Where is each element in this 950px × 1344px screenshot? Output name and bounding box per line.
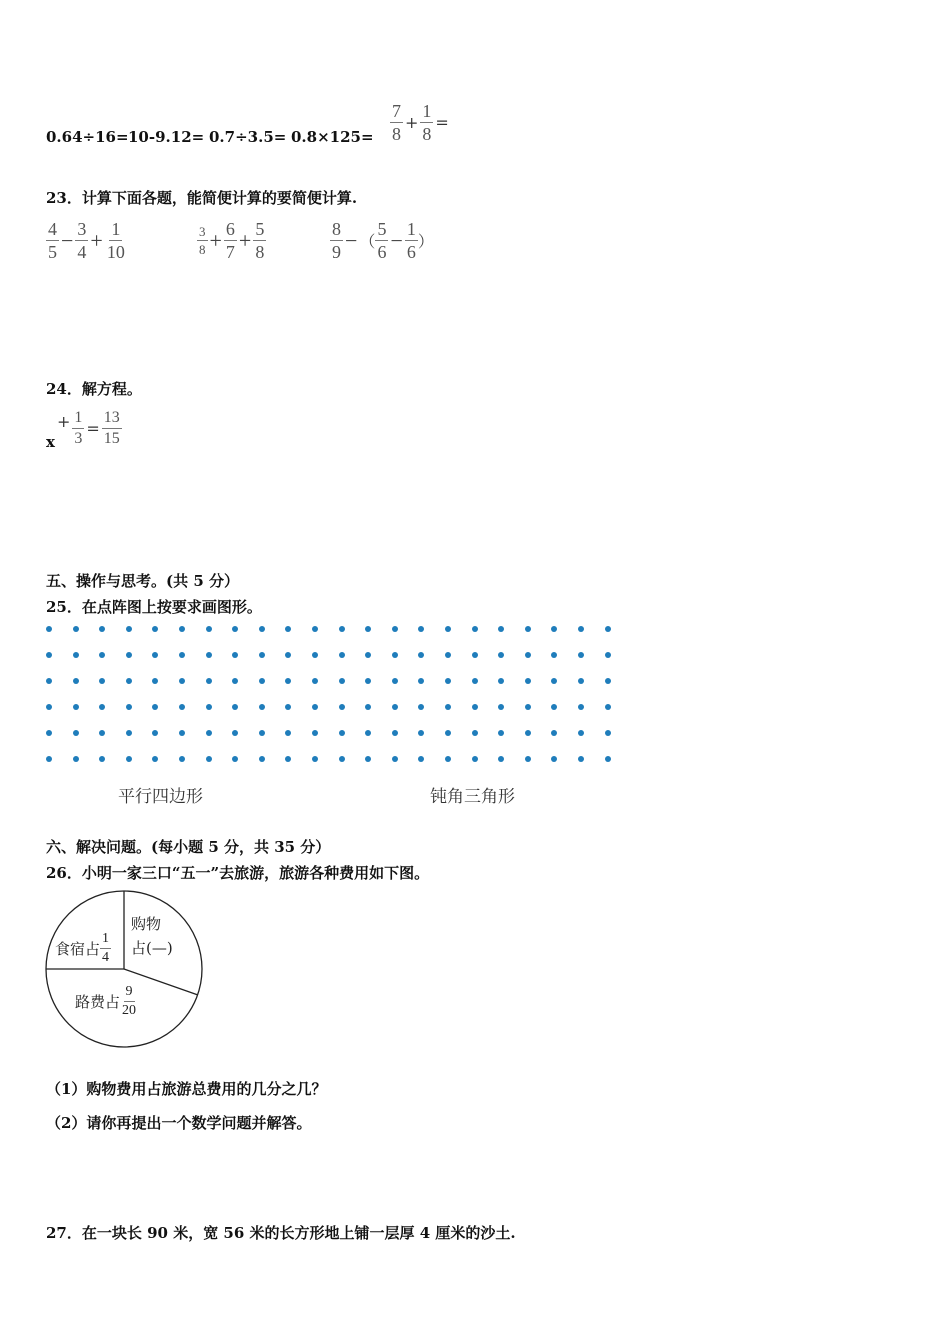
- grid-dot[interactable]: [365, 678, 371, 684]
- grid-dot[interactable]: [206, 678, 212, 684]
- grid-dot[interactable]: [578, 704, 584, 710]
- grid-dot[interactable]: [551, 756, 557, 762]
- grid-dot[interactable]: [179, 678, 185, 684]
- grid-dot[interactable]: [339, 730, 345, 736]
- grid-dot[interactable]: [472, 652, 478, 658]
- grid-dot[interactable]: [498, 652, 504, 658]
- q23-expression-2: $\frac{3}{8}$ + $\frac{6}{7}$ + $\frac{5}{8}$: [199, 219, 265, 262]
- grid-dot[interactable]: [339, 652, 345, 658]
- grid-dot[interactable]: [578, 626, 584, 632]
- grid-dot[interactable]: [206, 652, 212, 658]
- question-23-title: 23．计算下面各题，能简便计算的要简便计算.: [46, 189, 358, 207]
- grid-dot[interactable]: [445, 704, 451, 710]
- grid-dot[interactable]: [73, 756, 79, 762]
- grid-dot[interactable]: [99, 652, 105, 658]
- grid-dot[interactable]: [605, 626, 611, 632]
- grid-dot[interactable]: [312, 678, 318, 684]
- grid-dot[interactable]: [312, 756, 318, 762]
- grid-dot[interactable]: [206, 756, 212, 762]
- grid-dot[interactable]: [418, 652, 424, 658]
- pie-label-shopping-1: 购物: [131, 915, 162, 933]
- grid-dot[interactable]: [46, 730, 52, 736]
- grid-dot[interactable]: [498, 626, 504, 632]
- grid-dot[interactable]: [312, 626, 318, 632]
- grid-dot[interactable]: [73, 730, 79, 736]
- grid-dot[interactable]: [73, 704, 79, 710]
- question-26-title: 26．小明一家三口“五一”去旅游，旅游各种费用如下图。: [46, 864, 430, 882]
- grid-dot[interactable]: [285, 756, 291, 762]
- grid-dot[interactable]: [46, 626, 52, 632]
- grid-dot[interactable]: [525, 652, 531, 658]
- grid-dot[interactable]: [445, 678, 451, 684]
- grid-dot[interactable]: [285, 730, 291, 736]
- grid-dot[interactable]: [551, 678, 557, 684]
- calc-item-3: 0.7÷3.5=: [209, 128, 287, 146]
- grid-dot[interactable]: [126, 704, 132, 710]
- grid-dot[interactable]: [285, 704, 291, 710]
- grid-dot[interactable]: [445, 730, 451, 736]
- grid-dot[interactable]: [525, 678, 531, 684]
- grid-dot[interactable]: [126, 626, 132, 632]
- caption-parallelogram: 平行四边形: [118, 787, 203, 807]
- grid-dot[interactable]: [259, 756, 265, 762]
- grid-dot[interactable]: [418, 756, 424, 762]
- grid-dot[interactable]: [418, 704, 424, 710]
- grid-dot[interactable]: [418, 626, 424, 632]
- grid-dot[interactable]: [179, 730, 185, 736]
- grid-dot[interactable]: [365, 626, 371, 632]
- grid-dot[interactable]: [232, 730, 238, 736]
- grid-dot[interactable]: [73, 678, 79, 684]
- grid-dot[interactable]: [445, 756, 451, 762]
- grid-dot[interactable]: [259, 678, 265, 684]
- grid-dot[interactable]: [312, 652, 318, 658]
- grid-dot[interactable]: [472, 678, 478, 684]
- grid-dot[interactable]: [392, 730, 398, 736]
- grid-dot[interactable]: [472, 626, 478, 632]
- section-6-heading: 六、解决问题。(每小题 5 分，共 35 分）: [46, 838, 331, 856]
- grid-dot[interactable]: [578, 652, 584, 658]
- grid-dot[interactable]: [99, 756, 105, 762]
- grid-dot[interactable]: [46, 652, 52, 658]
- grid-dot[interactable]: [206, 730, 212, 736]
- grid-dot[interactable]: [232, 704, 238, 710]
- grid-dot[interactable]: [418, 678, 424, 684]
- grid-dot[interactable]: [152, 730, 158, 736]
- grid-dot[interactable]: [578, 756, 584, 762]
- question-26-sub-1: （1）购物费用占旅游总费用的几分之几？: [46, 1080, 327, 1098]
- calc-item-fraction: $\frac{7}{8}$ + $\frac{1}{8}$ =: [392, 101, 449, 144]
- grid-dot[interactable]: [312, 730, 318, 736]
- q24-equation: x+ $\frac{1}{3}$ = $\frac{13}{15}$: [46, 409, 120, 451]
- grid-dot[interactable]: [73, 626, 79, 632]
- caption-obtuse-triangle: 钝角三角形: [430, 787, 515, 807]
- grid-dot[interactable]: [232, 756, 238, 762]
- grid-dot[interactable]: [551, 652, 557, 658]
- grid-dot[interactable]: [472, 704, 478, 710]
- fraction: $\frac{7}{8}$: [392, 101, 401, 144]
- grid-dot[interactable]: [365, 756, 371, 762]
- grid-dot[interactable]: [232, 678, 238, 684]
- grid-dot[interactable]: [551, 626, 557, 632]
- grid-dot[interactable]: [365, 652, 371, 658]
- grid-dot[interactable]: [126, 652, 132, 658]
- grid-dot[interactable]: [259, 730, 265, 736]
- section-5-heading: 五、操作与思考。(共 5 分）: [46, 572, 239, 590]
- grid-dot[interactable]: [206, 704, 212, 710]
- grid-dot[interactable]: [339, 756, 345, 762]
- calc-item-2: 10-9.12=: [128, 128, 205, 146]
- grid-dot[interactable]: [152, 652, 158, 658]
- grid-dot[interactable]: [126, 678, 132, 684]
- question-24-title: 24．解方程。: [46, 380, 142, 398]
- grid-dot[interactable]: [232, 652, 238, 658]
- q23-expression-1: $\frac{4}{5}$ − $\frac{3}{4}$ + $\frac{1}{10}$: [48, 219, 125, 262]
- grid-dot[interactable]: [179, 652, 185, 658]
- grid-dot[interactable]: [179, 704, 185, 710]
- grid-dot[interactable]: [498, 678, 504, 684]
- grid-dot[interactable]: [46, 756, 52, 762]
- grid-dot[interactable]: [605, 678, 611, 684]
- grid-dot[interactable]: [551, 730, 557, 736]
- grid-dot[interactable]: [525, 730, 531, 736]
- grid-dot[interactable]: [285, 626, 291, 632]
- grid-dot[interactable]: [392, 678, 398, 684]
- grid-dot[interactable]: [339, 626, 345, 632]
- grid-dot[interactable]: [498, 704, 504, 710]
- grid-dot[interactable]: [605, 730, 611, 736]
- grid-dot[interactable]: [259, 704, 265, 710]
- q23-expression-3: $\frac{8}{9}$ − （ $\frac{5}{6}$ − $\frac{1}{6}$ ）: [332, 219, 434, 262]
- grid-dot[interactable]: [525, 704, 531, 710]
- grid-dot[interactable]: [46, 678, 52, 684]
- grid-dot[interactable]: [259, 626, 265, 632]
- expense-pie-chart: [40, 885, 210, 1055]
- grid-dot[interactable]: [312, 704, 318, 710]
- grid-dot[interactable]: [578, 730, 584, 736]
- grid-dot[interactable]: [472, 756, 478, 762]
- grid-dot[interactable]: [525, 626, 531, 632]
- grid-dot[interactable]: [605, 756, 611, 762]
- grid-dot[interactable]: [525, 756, 531, 762]
- pie-label-food: 食宿占 $\frac{1}{4}$: [55, 931, 110, 965]
- grid-dot[interactable]: [259, 652, 265, 658]
- grid-dot[interactable]: [339, 678, 345, 684]
- grid-dot[interactable]: [285, 652, 291, 658]
- grid-dot[interactable]: [392, 756, 398, 762]
- grid-dot[interactable]: [445, 626, 451, 632]
- grid-dot[interactable]: [392, 626, 398, 632]
- grid-dot[interactable]: [605, 652, 611, 658]
- grid-dot[interactable]: [179, 756, 185, 762]
- fraction: $\frac{1}{8}$: [422, 101, 432, 144]
- grid-dot[interactable]: [99, 626, 105, 632]
- grid-dot[interactable]: [46, 704, 52, 710]
- grid-dot[interactable]: [232, 626, 238, 632]
- grid-dot[interactable]: [179, 626, 185, 632]
- grid-dot[interactable]: [99, 704, 105, 710]
- grid-dot[interactable]: [152, 678, 158, 684]
- question-27-title: 27．在一块长 90 米，宽 56 米的长方形地上铺一层厚 4 厘米的沙土.: [46, 1224, 516, 1242]
- grid-dot[interactable]: [99, 678, 105, 684]
- question-26-sub-2: （2）请你再提出一个数学问题并解答。: [46, 1114, 312, 1132]
- calc-item-1: 0.64÷16=: [46, 128, 129, 146]
- grid-dot[interactable]: [126, 730, 132, 736]
- grid-dot[interactable]: [152, 626, 158, 632]
- grid-dot[interactable]: [445, 652, 451, 658]
- grid-dot[interactable]: [418, 730, 424, 736]
- grid-dot[interactable]: [551, 704, 557, 710]
- pie-label-travel: 路费占 $\frac{9}{20}$: [75, 984, 137, 1018]
- grid-dot[interactable]: [365, 730, 371, 736]
- grid-dot[interactable]: [498, 756, 504, 762]
- grid-dot[interactable]: [152, 704, 158, 710]
- grid-dot[interactable]: [472, 730, 478, 736]
- grid-dot[interactable]: [126, 756, 132, 762]
- grid-dot[interactable]: [285, 678, 291, 684]
- grid-dot[interactable]: [152, 756, 158, 762]
- calc-item-4: 0.8×125=: [291, 128, 374, 146]
- grid-dot[interactable]: [392, 652, 398, 658]
- grid-dot[interactable]: [339, 704, 345, 710]
- grid-dot[interactable]: [498, 730, 504, 736]
- grid-dot[interactable]: [392, 704, 398, 710]
- grid-dot[interactable]: [605, 704, 611, 710]
- grid-dot[interactable]: [73, 652, 79, 658]
- grid-dot[interactable]: [365, 704, 371, 710]
- grid-dot[interactable]: [206, 626, 212, 632]
- question-25-title: 25．在点阵图上按要求画图形。: [46, 598, 262, 616]
- grid-dot[interactable]: [578, 678, 584, 684]
- grid-dot[interactable]: [99, 730, 105, 736]
- pie-label-shopping-2: 占(—): [131, 939, 173, 957]
